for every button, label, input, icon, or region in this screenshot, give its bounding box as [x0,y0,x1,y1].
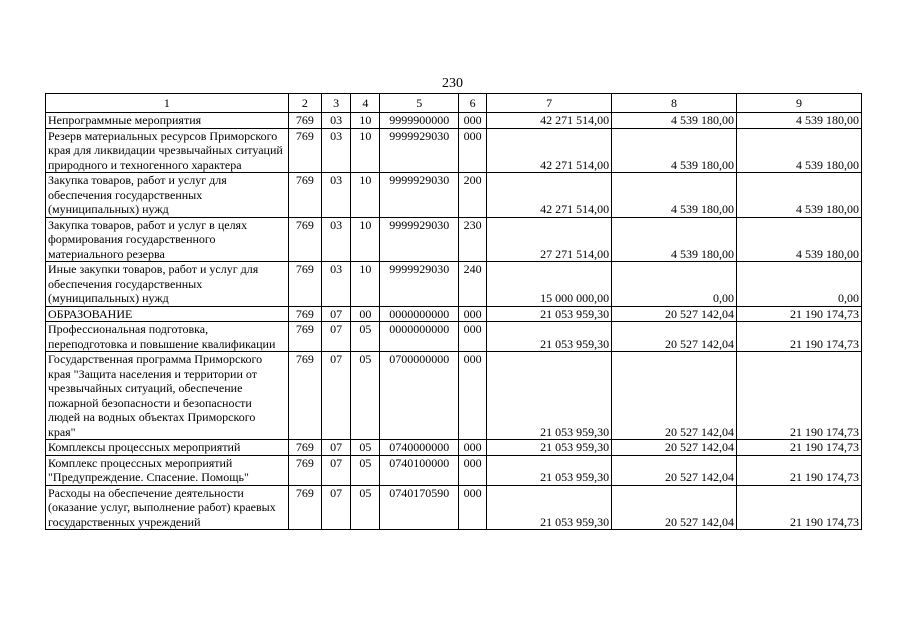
target-article-cell: 9999900000 [380,113,459,129]
ministry-code-cell: 769 [288,262,321,307]
subsection-code-cell: 10 [351,217,380,262]
amount-col7-cell: 21 053 959,30 [487,440,612,456]
column-number: 1 [46,94,289,113]
amount-col8-cell: 20 527 142,04 [612,485,737,530]
amount-col8-cell: 0,00 [612,262,737,307]
table-row [46,322,862,352]
target-article-cell: 9999929030 [380,173,459,218]
expense-type-cell: 000 [458,485,486,530]
amount-col8-cell: 20 527 142,04 [612,322,737,352]
budget-table [45,93,862,530]
amount-col7-cell: 27 271 514,00 [487,217,612,262]
table-row [46,262,862,307]
target-article-cell: 0000000000 [380,306,459,322]
target-article-cell: 0740100000 [380,455,459,485]
target-article-cell: 9999929030 [380,128,459,173]
column-number: 5 [380,94,459,113]
expense-type-cell: 000 [458,440,486,456]
subsection-code-cell: 10 [351,262,380,307]
table-row [46,306,862,322]
target-article-cell: 9999929030 [380,262,459,307]
amount-col9-cell: 21 190 174,73 [737,322,862,352]
section-code-cell: 07 [322,306,351,322]
expense-type-cell: 000 [458,322,486,352]
column-number: 7 [487,94,612,113]
amount-col7-cell: 42 271 514,00 [487,173,612,218]
ministry-code-cell: 769 [288,128,321,173]
target-article-cell: 9999929030 [380,217,459,262]
table-row [46,113,862,129]
table-row [46,440,862,456]
section-code-cell: 07 [322,440,351,456]
column-number-row [46,94,862,113]
section-code-cell: 07 [322,322,351,352]
expense-name-cell: Закупка товаров, работ и услуг для обеспечения государственных (муниципальных) нужд [46,173,289,218]
amount-col7-cell: 21 053 959,30 [487,306,612,322]
column-number: 4 [351,94,380,113]
expense-type-cell: 000 [458,306,486,322]
amount-col7-cell: 15 000 000,00 [487,262,612,307]
section-code-cell: 03 [322,262,351,307]
ministry-code-cell: 769 [288,485,321,530]
amount-col8-cell: 4 539 180,00 [612,113,737,129]
expense-name-cell: ОБРАЗОВАНИЕ [46,306,289,322]
target-article-cell: 0700000000 [380,352,459,440]
amount-col9-cell: 21 190 174,73 [737,306,862,322]
amount-col8-cell: 20 527 142,04 [612,352,737,440]
amount-col9-cell: 21 190 174,73 [737,440,862,456]
amount-col8-cell: 20 527 142,04 [612,306,737,322]
expense-type-cell: 000 [458,128,486,173]
ministry-code-cell: 769 [288,173,321,218]
section-code-cell: 03 [322,128,351,173]
amount-col7-cell: 21 053 959,30 [487,322,612,352]
amount-col9-cell: 21 190 174,73 [737,352,862,440]
amount-col9-cell: 4 539 180,00 [737,113,862,129]
amount-col8-cell: 4 539 180,00 [612,173,737,218]
amount-col7-cell: 42 271 514,00 [487,113,612,129]
expense-type-cell: 000 [458,455,486,485]
expense-type-cell: 000 [458,113,486,129]
subsection-code-cell: 05 [351,322,380,352]
expense-name-cell: Закупка товаров, работ и услуг в целях формирования государственного материального резерва [46,217,289,262]
target-article-cell: 0740000000 [380,440,459,456]
column-number: 9 [737,94,862,113]
expense-type-cell: 200 [458,173,486,218]
section-code-cell: 07 [322,485,351,530]
ministry-code-cell: 769 [288,352,321,440]
amount-col9-cell: 4 539 180,00 [737,128,862,173]
amount-col8-cell: 20 527 142,04 [612,455,737,485]
expense-name-cell: Иные закупки товаров, работ и услуг для обеспечения государственных (муниципальных) нужд [46,262,289,307]
column-number: 2 [288,94,321,113]
ministry-code-cell: 769 [288,217,321,262]
table-row [46,128,862,173]
expense-name-cell: Профессиональная подготовка, переподготовка и повышение квалификации [46,322,289,352]
amount-col9-cell: 4 539 180,00 [737,217,862,262]
amount-col9-cell: 4 539 180,00 [737,173,862,218]
expense-name-cell: Резерв материальных ресурсов Приморского края для ликвидации чрезвычайных ситуаций природного и техногенного характера [46,128,289,173]
page-number: 230 [442,76,463,91]
section-code-cell: 03 [322,217,351,262]
expense-type-cell: 240 [458,262,486,307]
table-row [46,455,862,485]
amount-col9-cell: 21 190 174,73 [737,455,862,485]
expense-name-cell: Государственная программа Приморского края "Защита населения и территории от чрезвычайных ситуаций, обеспечение пожарной безопасности и безопасности людей на водных объектах Приморского края" [46,352,289,440]
section-code-cell: 07 [322,352,351,440]
target-article-cell: 0740170590 [380,485,459,530]
subsection-code-cell: 10 [351,128,380,173]
expense-name-cell: Комплексы процессных мероприятий [46,440,289,456]
subsection-code-cell: 05 [351,440,380,456]
column-number: 3 [322,94,351,113]
expense-type-cell: 000 [458,352,486,440]
ministry-code-cell: 769 [288,322,321,352]
ministry-code-cell: 769 [288,440,321,456]
ministry-code-cell: 769 [288,306,321,322]
subsection-code-cell: 05 [351,352,380,440]
ministry-code-cell: 769 [288,113,321,129]
expense-type-cell: 230 [458,217,486,262]
expense-name-cell: Комплекс процессных мероприятий "Предупреждение. Спасение. Помощь" [46,455,289,485]
table-row [46,352,862,440]
column-number: 6 [458,94,486,113]
amount-col7-cell: 21 053 959,30 [487,485,612,530]
table-row [46,173,862,218]
table-row [46,485,862,530]
amount-col9-cell: 21 190 174,73 [737,485,862,530]
expense-name-cell: Непрограммные мероприятия [46,113,289,129]
amount-col7-cell: 42 271 514,00 [487,128,612,173]
section-code-cell: 07 [322,455,351,485]
ministry-code-cell: 769 [288,455,321,485]
amount-col8-cell: 20 527 142,04 [612,440,737,456]
section-code-cell: 03 [322,113,351,129]
table-row [46,217,862,262]
subsection-code-cell: 05 [351,485,380,530]
expense-name-cell: Расходы на обеспечение деятельности (оказание услуг, выполнение работ) краевых государственных учреждений [46,485,289,530]
subsection-code-cell: 10 [351,173,380,218]
amount-col7-cell: 21 053 959,30 [487,455,612,485]
target-article-cell: 0000000000 [380,322,459,352]
section-code-cell: 03 [322,173,351,218]
subsection-code-cell: 00 [351,306,380,322]
subsection-code-cell: 05 [351,455,380,485]
amount-col7-cell: 21 053 959,30 [487,352,612,440]
subsection-code-cell: 10 [351,113,380,129]
amount-col9-cell: 0,00 [737,262,862,307]
amount-col8-cell: 4 539 180,00 [612,128,737,173]
column-number: 8 [612,94,737,113]
amount-col8-cell: 4 539 180,00 [612,217,737,262]
